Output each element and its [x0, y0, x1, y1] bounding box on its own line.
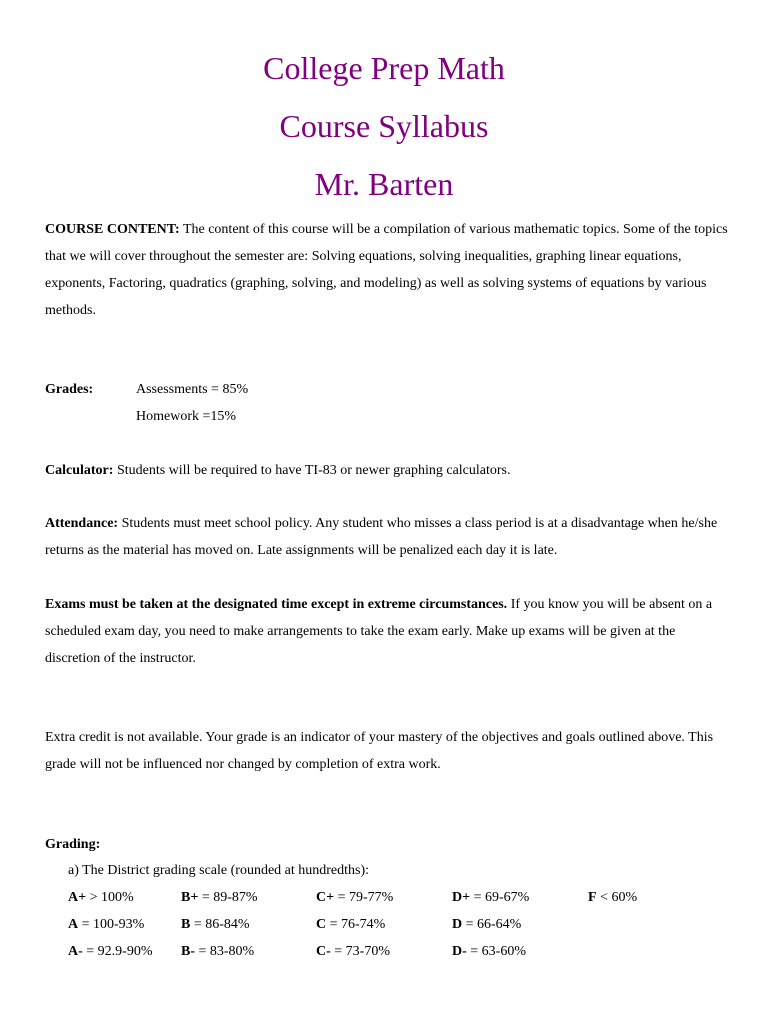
attendance-paragraph	[45, 510, 730, 564]
grade-range: = 73-70%	[330, 944, 391, 959]
grades-assessments: Assessments = 85%	[136, 382, 249, 397]
grading-label: Grading:	[45, 837, 101, 852]
page-subtitle: Course Syllabus	[279, 108, 489, 144]
grade-letter: C-	[316, 944, 331, 959]
grade-range: > 100%	[86, 890, 134, 905]
grade-range: < 60%	[596, 890, 638, 905]
grade-cell	[588, 884, 688, 911]
grade-letter: C+	[316, 890, 335, 905]
grade-range: = 79-77%	[334, 890, 394, 905]
grade-range: = 92.9-90%	[82, 944, 153, 959]
grade-letter: F	[588, 890, 597, 905]
grade-range: = 63-60%	[466, 944, 527, 959]
extra-credit-paragraph: Extra credit is not available. Your grade is an indicator of your mastery of the objectives and goals outlined above. This grade will not be influenced nor changed by completion of extra work.	[45, 730, 714, 772]
grading-scale-intro: a) The District grading scale (rounded at hundredths):	[68, 863, 370, 878]
grade-cell	[68, 938, 181, 965]
attendance-text: Students must meet school policy. Any student who misses a class period is at a disadvantage when he/she returns as the material has moved on. Late assignments will be penalized each day it is late.	[45, 516, 718, 558]
grade-cell	[316, 911, 452, 938]
calculator-text: Students will be required to have TI-83 or newer graphing calculators.	[113, 463, 511, 478]
grade-range: = 89-87%	[198, 890, 258, 905]
grades-homework: Homework =15%	[136, 409, 237, 424]
grade-cell	[316, 938, 452, 965]
grade-cell	[452, 938, 588, 965]
course-content-text: The content of this course will be a compilation of various mathematic topics. Some of the topics that we will cover throughout the semester are: Solving equations, solving inequalities, graphing linear equations, exponents, Factoring, quadratics (graphing, solving, and modeling) as well as solving systems of equations by various methods.	[45, 222, 728, 318]
course-content-label: COURSE CONTENT:	[45, 222, 180, 237]
grade-letter: B-	[181, 944, 195, 959]
grade-letter: B	[181, 917, 191, 932]
calculator-paragraph	[45, 457, 730, 484]
grade-range: = 69-67%	[470, 890, 530, 905]
grade-range: = 66-64%	[462, 917, 522, 932]
grading-scale-table	[68, 884, 688, 965]
grade-range: = 83-80%	[195, 944, 255, 959]
exams-text: If you know you will be absent on a scheduled exam day, you need to make arrangements to take the exam early. Make up exams will be given at the discretion of the instructor.	[45, 597, 713, 666]
table-row	[68, 938, 688, 965]
grade-letter: B+	[181, 890, 199, 905]
grade-letter: D	[452, 917, 463, 932]
grades-label: Grades:	[45, 382, 94, 397]
grade-range: = 86-84%	[190, 917, 250, 932]
course-content-paragraph	[45, 216, 730, 324]
page-title: College Prep Math	[263, 50, 505, 86]
grade-cell	[452, 884, 588, 911]
teacher-name: Mr. Barten	[314, 166, 454, 202]
exams-label: Exams must be taken at the designated time except in extreme circumstances.	[45, 597, 508, 612]
grade-cell	[588, 911, 688, 938]
grade-letter: D+	[452, 890, 471, 905]
grade-letter: A-	[68, 944, 83, 959]
grade-cell	[452, 911, 588, 938]
grade-letter: C	[316, 917, 327, 932]
grade-cell	[181, 884, 316, 911]
calculator-label: Calculator:	[45, 463, 114, 478]
grade-range: = 76-74%	[326, 917, 386, 932]
grade-cell	[181, 911, 316, 938]
grade-cell	[68, 911, 181, 938]
grade-cell	[588, 938, 688, 965]
attendance-label: Attendance:	[45, 516, 119, 531]
grade-range: = 100-93%	[78, 917, 145, 932]
grade-letter: A+	[68, 890, 87, 905]
table-row	[68, 884, 688, 911]
grade-letter: A	[68, 917, 79, 932]
grade-cell	[316, 884, 452, 911]
grade-cell	[181, 938, 316, 965]
grade-cell	[68, 884, 181, 911]
exams-paragraph	[45, 591, 730, 672]
grade-letter: D-	[452, 944, 467, 959]
table-row	[68, 911, 688, 938]
